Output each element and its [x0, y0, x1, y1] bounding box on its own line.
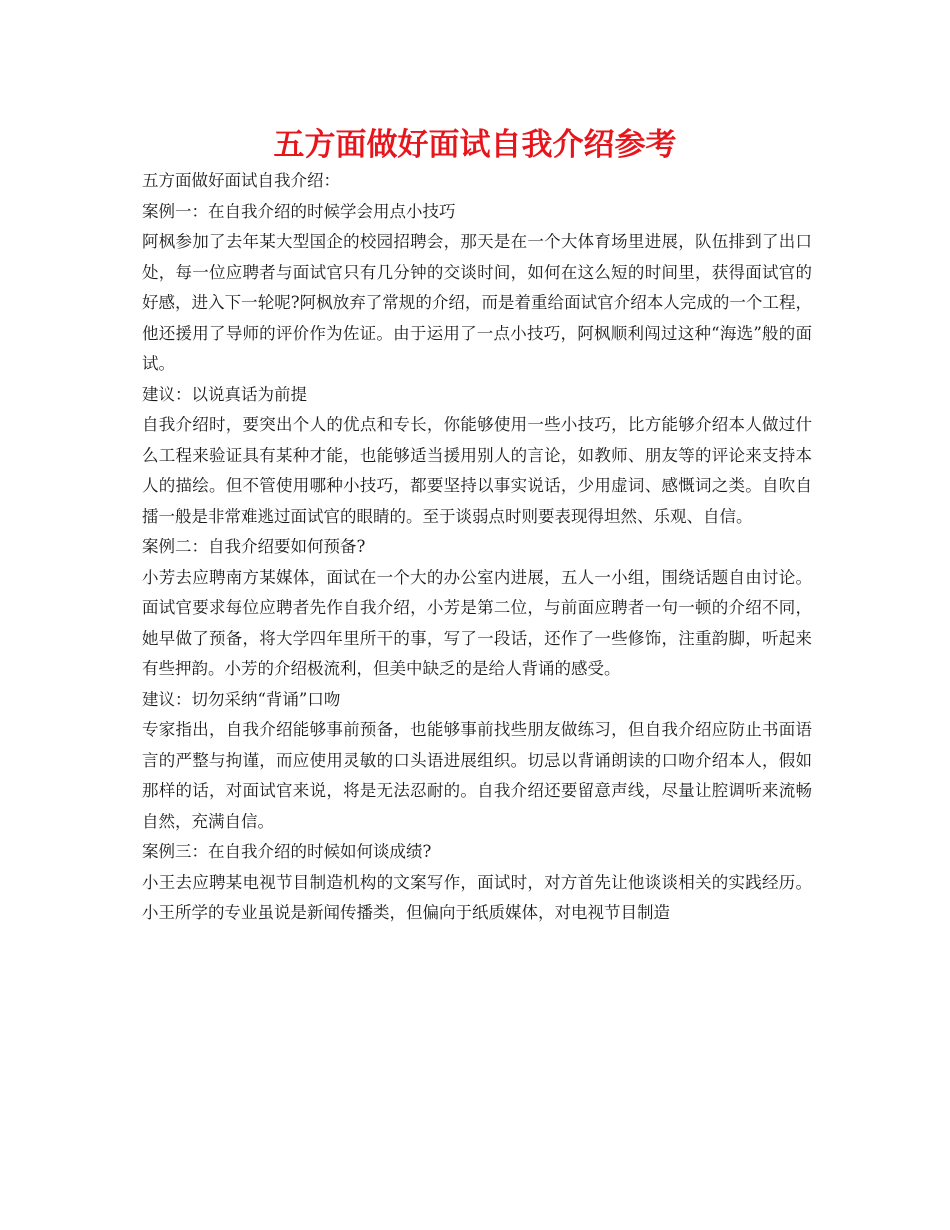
case-one-body: 阿枫参加了去年某大型国企的校园招聘会，那天是在一个大体育场里进展，队伍排到了出口处，每一位应聘者与面试官只有几分钟的交谈时间，如何在这么短的时间里，获得面试官的好感，进入下一轮呢?阿枫放弃了常规的介绍，而是着重给面试官介绍本人完成的一个工程，他还援用了导师的评价作为佐证。由于运用了一点小技巧，阿枫顺利闯过这种“海选”般的面试。	[142, 232, 812, 373]
case-two-heading: 案例二：自我介绍要如何预备?	[142, 537, 366, 556]
intro-line: 五方面做好面试自我介绍：	[142, 171, 340, 190]
document-title: 五方面做好面试自我介绍参考	[273, 127, 677, 163]
suggestion-two-body: 专家指出，自我介绍能够事前预备，也能够事前找些朋友做练习，但自我介绍应防止书面语言的严整与拘谨，而应使用灵敏的口头语进展组织。切忌以背诵朗读的口吻介绍本人，假如那样的话，对面试官来说，将是无法忍耐的。自我介绍还要留意声线，尽量让腔调听来流畅自然，充满自信。	[142, 720, 812, 831]
suggestion-one-heading: 建议：以说真话为前提	[142, 384, 307, 404]
suggestion-one-body: 自我介绍时，要突出个人的优点和专长，你能够使用一些小技巧，比方能够介绍本人做过什么工程来验证具有某种才能，也能够适当援用别人的言论，如教师、朋友等的评论来支持本人的描绘。但不管使用哪种小技巧，都要坚持以事实说话，少用虚词、感慨词之类。自吹自擂一般是非常难逃过面试官的眼睛的。至于谈弱点时则要表现得坦然、乐观、自信。	[142, 415, 812, 526]
case-one-heading: 案例一：在自我介绍的时候学会用点小技巧	[142, 201, 456, 221]
case-three-body: 小王去应聘某电视节目制造机构的文案写作，面试时，对方首先让他谈谈相关的实践经历。小王所学的专业虽说是新闻传播类，但偏向于纸质媒体，对电视节目制造	[142, 872, 812, 922]
case-two-body: 小芳去应聘南方某媒体，面试在一个大的办公室内进展，五人一小组，围绕话题自由讨论。面试官要求每位应聘者先作自我介绍，小芳是第二位，与前面应聘者一句一顿的介绍不同，她早做了预备，将大学四年里所干的事，写了一段话，还作了一些修饰，注重韵脚，听起来有些押韵。小芳的介绍极流利，但美中缺乏的是给人背诵的感受。	[142, 567, 812, 678]
case-three-heading: 案例三：在自我介绍的时候如何谈成绩?	[142, 842, 432, 861]
suggestion-two-heading: 建议：切勿采纳“背诵”口吻	[142, 689, 341, 709]
document-body	[142, 166, 812, 929]
